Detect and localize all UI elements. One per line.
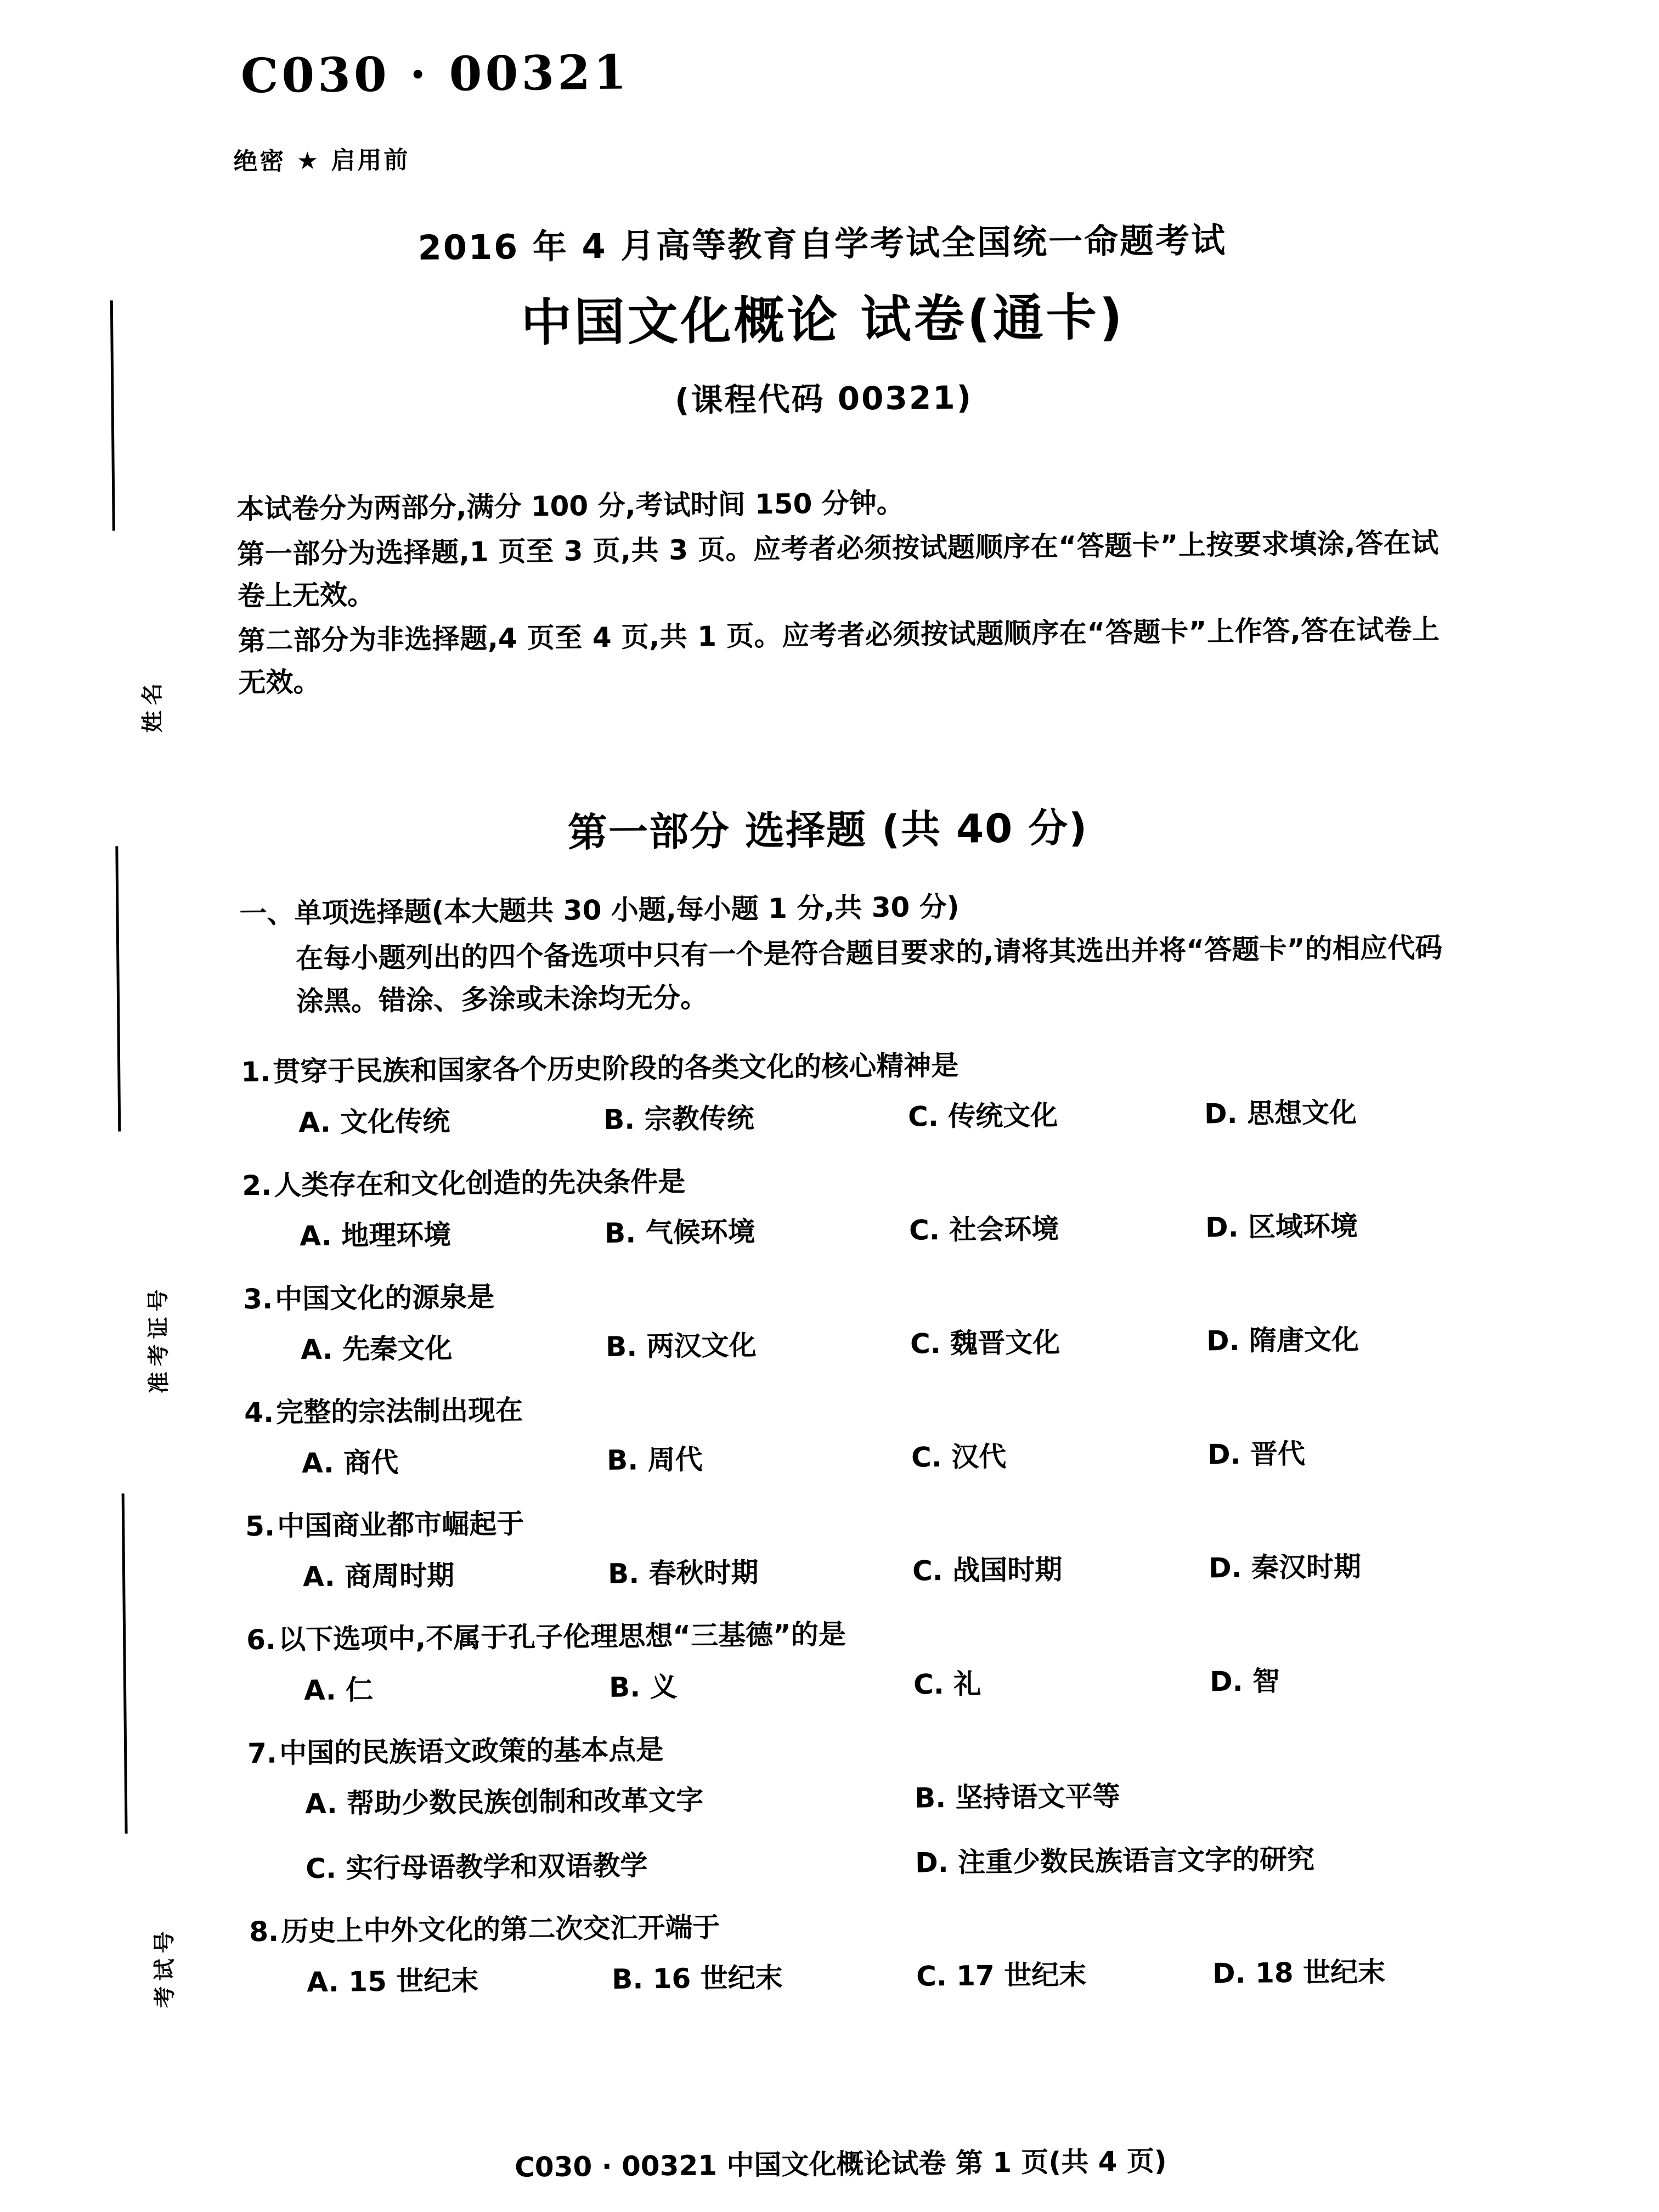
margin-label-exam-number: 考试号 <box>151 1925 178 2008</box>
exam-instructions <box>236 477 1440 707</box>
option-c[interactable]: C. 社会环境 <box>909 1213 1059 1246</box>
question-number: 7. <box>247 1737 278 1770</box>
option-c[interactable]: C. 战国时期 <box>912 1553 1063 1587</box>
instruction-line-2 <box>237 522 1439 617</box>
option-b[interactable]: B. 春秋时期 <box>607 1556 759 1590</box>
question-number: 1. <box>241 1056 271 1088</box>
option-c[interactable]: C. 汉代 <box>911 1440 1007 1474</box>
instruction-line-1: 本试卷分为两部分,满分 100 分,考试时间 150 分钟。 <box>236 487 905 526</box>
option-d[interactable]: D. 区域环境 <box>1205 1210 1358 1244</box>
question-number: 4. <box>244 1396 274 1429</box>
option-c[interactable]: C. 魏晋文化 <box>910 1326 1060 1360</box>
option-row <box>249 1843 1456 1916</box>
option-d[interactable]: D. 18 世纪末 <box>1212 1956 1386 1990</box>
option-a[interactable]: A. 15 世纪末 <box>306 1965 479 1999</box>
instruction-line-3 <box>238 608 1440 703</box>
margin-label-admission-number: 准考证号 <box>145 1284 172 1394</box>
question-text: 中国商业都市崛起于 <box>276 1508 524 1542</box>
option-row <box>248 1778 1455 1851</box>
option-row <box>246 1551 1453 1624</box>
page-title: 中国文化概论 试卷(通卡) <box>521 287 1126 353</box>
question-item <box>244 1385 1452 1510</box>
question-item <box>241 1045 1449 1170</box>
instruction-line-2-emphasis: 答在试卷上无效。 <box>237 527 1439 612</box>
option-b[interactable]: B. 16 世纪末 <box>611 1961 783 1995</box>
question-text: 中国文化的源泉是 <box>274 1280 495 1315</box>
option-row <box>242 1210 1450 1283</box>
exam-session-line: 2016 年 4 月高等教育自学考试全国统一命题考试 <box>417 219 1227 268</box>
option-d[interactable]: D. 隋唐文化 <box>1206 1323 1359 1357</box>
option-c[interactable]: C. 17 世纪末 <box>916 1959 1087 1993</box>
question-number: 3. <box>242 1283 273 1316</box>
option-b[interactable]: B. 周代 <box>606 1443 703 1476</box>
option-d[interactable]: D. 注重少数民族语言文字的研究 <box>915 1843 1315 1879</box>
option-row <box>250 1956 1457 2029</box>
option-d[interactable]: D. 智 <box>1209 1665 1280 1698</box>
question-text: 历史上中外文化的第二次交汇开端于 <box>281 1911 720 1948</box>
part-one-heading: 第一部分 选择题 (共 40 分) <box>567 804 1088 856</box>
question-text: 中国的民族语文政策的基本点是 <box>279 1733 664 1769</box>
option-b[interactable]: B. 气候环境 <box>604 1216 755 1249</box>
option-a[interactable]: A. 仁 <box>303 1674 374 1707</box>
question-number: 2. <box>242 1169 272 1202</box>
option-row <box>241 1097 1449 1170</box>
question-text: 贯穿于民族和国家各个历史阶段的各类文化的核心精神是 <box>273 1049 959 1088</box>
margin-label-name: 姓名 <box>139 678 166 733</box>
question-number: 5. <box>245 1510 275 1543</box>
option-c[interactable]: C. 礼 <box>913 1668 981 1701</box>
option-a[interactable]: A. 地理环境 <box>299 1218 452 1252</box>
option-a[interactable]: A. 先秦文化 <box>300 1332 453 1366</box>
instruction-line-3-text: 第二部分为非选择题,4 页至 4 页,共 1 页。应考者必须按试题顺序在“答题卡”上作答, <box>238 614 1301 657</box>
option-d[interactable]: D. 晋代 <box>1207 1437 1306 1471</box>
question-text: 人类存在和文化创造的先决条件是 <box>273 1165 686 1201</box>
question-item <box>246 1612 1454 1737</box>
question-text: 完整的宗法制出现在 <box>275 1394 523 1429</box>
question-item <box>242 1158 1450 1283</box>
option-row <box>247 1664 1454 1737</box>
option-d[interactable]: D. 思想文化 <box>1204 1096 1357 1130</box>
course-code: (课程代码 00321) <box>674 379 973 419</box>
question-list <box>241 1045 1457 2029</box>
question-number: 6. <box>246 1623 276 1656</box>
paper-code: C030 · 00321 <box>240 44 630 104</box>
page-footer: C030 · 00321 中国文化概论试卷 第 1 页(共 4 页) <box>514 2145 1167 2183</box>
option-b[interactable]: B. 两汉文化 <box>605 1329 757 1363</box>
option-row <box>244 1324 1451 1397</box>
margin-rule-upper-mid <box>115 846 121 1131</box>
question-item <box>247 1726 1456 1916</box>
question-stem <box>241 1045 1448 1088</box>
option-a[interactable]: A. 商代 <box>301 1446 399 1480</box>
question-item <box>245 1499 1453 1624</box>
instruction-line-2-text: 第一部分为选择题,1 页至 3 页,共 3 页。应考者必须按试题顺序在“答题卡”上按要求填涂, <box>236 527 1356 571</box>
margin-rule-lower-mid <box>122 1493 128 1833</box>
section-heading-single-choice: 一、单项选择题(本大题共 30 小题,每小题 1 分,共 30 分) <box>239 890 960 930</box>
question-number: 8. <box>249 1915 279 1948</box>
option-c[interactable]: C. 实行母语教学和双语教学 <box>305 1849 648 1885</box>
option-a[interactable]: A. 文化传统 <box>298 1105 450 1139</box>
option-b[interactable]: B. 义 <box>608 1671 678 1703</box>
section-note: 在每小题列出的四个备选项中只有一个是符合题目要求的,请将其选出并将“答题卡”的相应代码涂黑。错涂、多涂或未涂均无分。 <box>296 932 1443 1017</box>
question-item <box>249 1904 1457 2029</box>
option-b[interactable]: B. 坚持语文平等 <box>914 1780 1120 1814</box>
question-item <box>243 1272 1451 1397</box>
option-a[interactable]: A. 商周时期 <box>302 1559 455 1593</box>
confidential-notice: 绝密 ★ 启用前 <box>233 146 410 176</box>
option-d[interactable]: D. 秦汉时期 <box>1208 1550 1362 1584</box>
instruction-line-3-emphasis: 答在试卷上无效。 <box>238 613 1440 699</box>
option-c[interactable]: C. 传统文化 <box>907 1099 1058 1133</box>
option-row <box>245 1437 1452 1510</box>
option-a[interactable]: A. 帮助少数民族创制和改革文字 <box>304 1784 704 1820</box>
option-b[interactable]: B. 宗教传统 <box>603 1102 754 1136</box>
question-text: 以下选项中,不属于孔子伦理思想“三基德”的是 <box>278 1618 847 1656</box>
